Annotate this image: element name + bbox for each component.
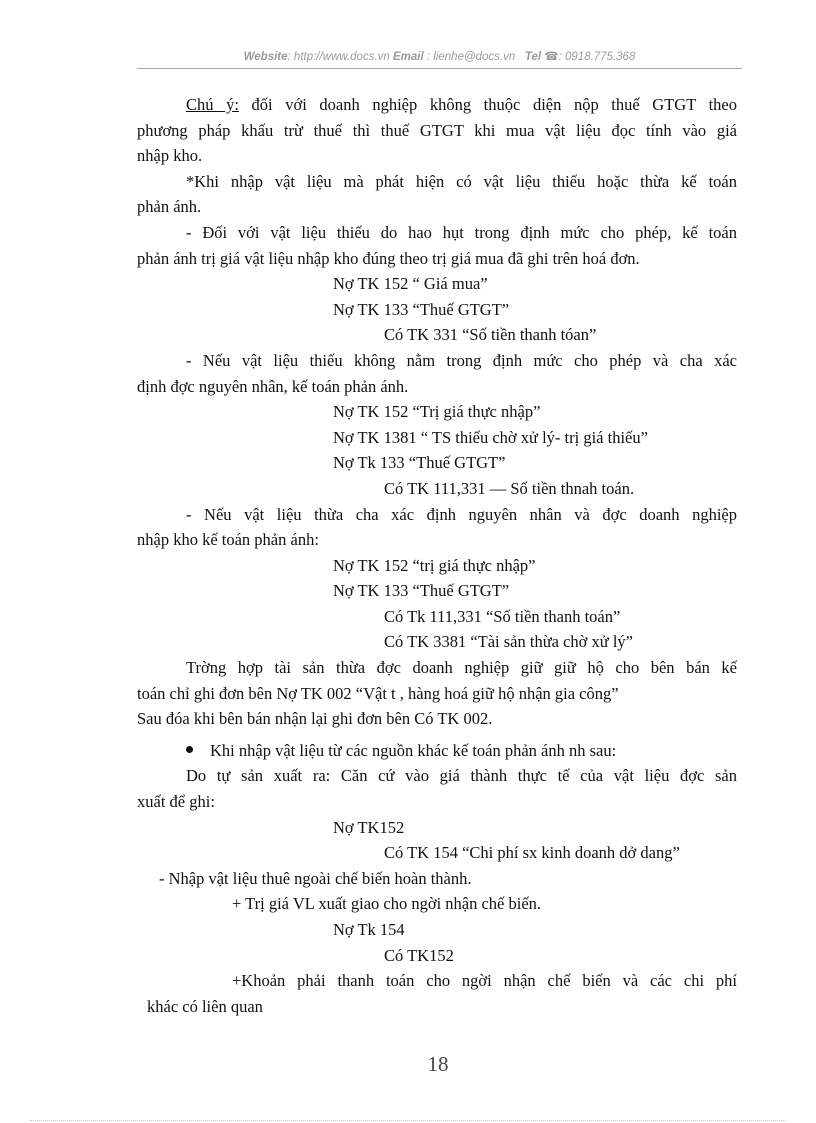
text-line: Chú ý: đối với doanh nghiệp không thuộc diện nộp thuế GTGT theo [186, 95, 738, 114]
email-value: : lienhe@docs.vn [423, 51, 516, 63]
text-line: - Nếu vật liệu thiếu không nằm trong định mức cho phép và cha xác [186, 350, 737, 370]
email-label: Email [393, 51, 424, 63]
text-line: - Đối với vật liệu thiếu do hao hụt trong định mức cho phép, kế toán [186, 222, 737, 242]
text-line: Sau đóa khi bên bán nhận lại ghi đơn bên Có TK 002. [137, 709, 493, 729]
page-header [137, 49, 742, 63]
bullet-icon [186, 746, 193, 753]
journal-entry: Có TK 111,331 — Số tiền thnah toán. [384, 478, 635, 498]
text-line: khác có liên quan [147, 996, 263, 1016]
text-line: định đợc nguyên nhân, kế toán phản ánh. [137, 376, 409, 396]
text-line: - Nhập vật liệu thuê ngoài chế biến hoàn thành. [159, 868, 472, 888]
text-line: + Trị giá VL xuất giao cho ngời nhận chế biến. [232, 894, 542, 914]
text-line: *Khi nhập vật liệu mà phát hiện có vật liệu thiếu hoặc thừa kế toán [186, 171, 737, 191]
journal-entry: Nợ TK 133 “Thuế GTGT” [333, 581, 510, 601]
text-line: - Nếu vật liệu thừa cha xác định nguyên nhân và đợc doanh nghiệp [186, 504, 737, 524]
text-line: phản ánh trị giá vật liệu nhập kho đúng theo trị giá mua đã ghi trên hoá đơn. [137, 248, 640, 268]
document-body [137, 92, 737, 1019]
journal-entry: Có TK 331 “Số tiền thanh tóan” [384, 325, 597, 345]
tel-value: : 0918.775.368 [558, 51, 636, 63]
website-label: Website [243, 51, 288, 63]
journal-entry: Nợ TK152 [333, 817, 405, 837]
text-line: nhập kho kế toán phản ánh: [137, 530, 319, 550]
tel-label: Tel [524, 51, 542, 63]
journal-entry: Có Tk 111,331 “Số tiền thanh toán” [384, 606, 621, 626]
journal-entry: Nợ TK 152 “trị giá thực nhập” [333, 555, 536, 575]
journal-entry: Có TK 3381 “Tài sản thừa chờ xử lý” [384, 632, 634, 652]
text-line: xuất để ghi: [137, 792, 215, 812]
text-line: toán chỉ ghi đơn bên Nợ TK 002 “Vật t , hàng hoá giữ hộ nhận gia công” [137, 683, 619, 703]
note-label: Chú ý: [186, 95, 239, 114]
journal-entry: Nợ TK 1381 “ TS thiếu chờ xử lý- trị giá thiếu” [333, 427, 648, 447]
phone-icon: ☎ [544, 51, 559, 63]
journal-entry: Nợ Tk 154 [333, 920, 405, 939]
header-divider [137, 68, 742, 69]
journal-entry: Nợ TK 133 “Thuế GTGT” [333, 299, 510, 319]
journal-entry: Có TK 154 “Chi phí sx kinh doanh dở dang” [384, 843, 680, 863]
journal-entry: Nợ Tk 133 “Thuế GTGT” [333, 453, 506, 473]
text-line: phản ánh. [137, 197, 202, 217]
bullet-item: Khi nhập vật liệu từ các nguồn khác kế toán phản ánh nh sau: [137, 738, 737, 764]
text-line: nhập kho. [137, 146, 203, 166]
page-number: 18 [427, 1052, 449, 1076]
text-line: Do tự sản xuất ra: Căn cứ vào giá thành thực tế của vật liệu đợc sản [186, 766, 737, 786]
text-line: phương pháp khấu trừ thuế thì thuế GTGT khi mua vật liệu đọc tính vào giá [137, 120, 737, 140]
journal-entry: Có TK152 [384, 945, 454, 965]
journal-entry: Nợ TK 152 “ Giá mua” [333, 274, 488, 294]
website-value: : http://www.docs.vn [287, 51, 390, 63]
journal-entry: Nợ TK 152 “Trị giá thực nhập” [333, 402, 541, 422]
page-bottom-divider [30, 1120, 786, 1121]
text-line: Trờng hợp tài sản thừa đợc doanh nghiệp giữ giữ hộ cho bên bán kế [186, 658, 737, 678]
text-line: +Khoản phải thanh toán cho ngời nhận chế biến và các chi phí [232, 971, 737, 991]
